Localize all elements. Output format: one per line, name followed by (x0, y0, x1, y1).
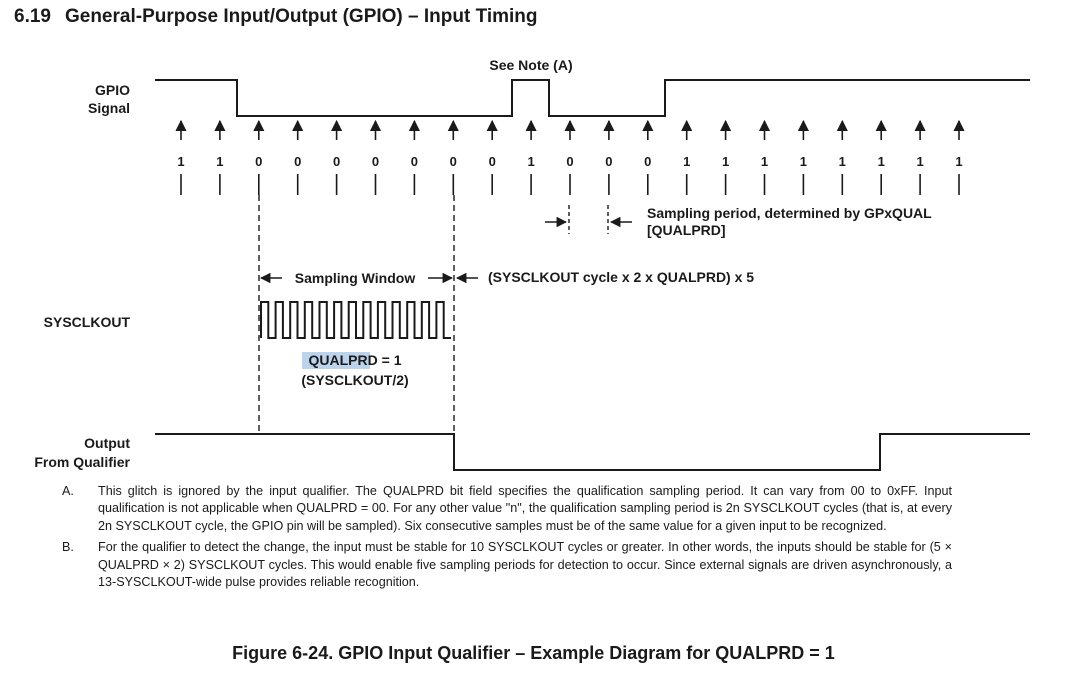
sample-bit: 0 (332, 154, 341, 169)
output-waveform (155, 434, 1030, 470)
note-b-tag: B. (62, 540, 74, 555)
sampling-window-label: Sampling Window (294, 270, 416, 286)
sample-bit: 1 (877, 154, 885, 169)
see-note-label: See Note (A) (489, 57, 573, 73)
sample-bit: 1 (799, 154, 808, 169)
sampling-period-label-line2: [QUALPRD] (647, 222, 726, 238)
note-a-tag: A. (62, 484, 74, 498)
sample-bit: 1 (760, 154, 769, 169)
sample-bit: 1 (955, 154, 963, 169)
section-heading: General-Purpose Input/Output (GPIO) – Input Timing (64, 6, 538, 27)
qualprd-sub-label: (SYSCLKOUT/2) (301, 372, 409, 388)
sample-bit: 0 (255, 154, 263, 169)
sample-bit: 1 (838, 154, 846, 169)
sampling-period-label-line1: Sampling period, determined by GPxQUAL (647, 205, 932, 221)
notes (62, 483, 952, 595)
sample-bit: 1 (721, 154, 730, 169)
qualprd-highlight: QUALPRD (308, 352, 378, 368)
sample-bit: 0 (294, 154, 302, 169)
sample-bit: 0 (449, 154, 457, 169)
sample-bit: 0 (644, 154, 652, 169)
sample-markers (177, 121, 962, 195)
qualprd-equals: = 1 (377, 352, 402, 368)
gpio-waveform (155, 80, 1030, 116)
sysclkout-waveform (261, 302, 451, 338)
sample-bit: 0 (410, 154, 419, 169)
sample-bit: 0 (371, 154, 380, 169)
sample-bit: 1 (177, 154, 185, 169)
sample-bit: 1 (683, 154, 691, 169)
output-label-line2: From Qualifier (34, 454, 130, 470)
sample-bit: 0 (566, 154, 574, 169)
figure-caption: Figure 6-24. GPIO Input Qualifier – Example Diagram for QUALPRD = 1 (232, 643, 835, 663)
note-a (62, 483, 952, 535)
note-b (62, 539, 952, 591)
sample-bit: 1 (916, 154, 924, 169)
sample-bit: 1 (527, 154, 535, 169)
window-formula-label: (SYSCLKOUT cycle x 2 x QUALPRD) x 5 (488, 269, 755, 285)
sysclkout-label: SYSCLKOUT (43, 314, 130, 330)
gpio-label-line1: GPIO (94, 82, 130, 98)
sample-bit: 0 (605, 154, 613, 169)
gpio-label-line2: Signal (87, 100, 130, 116)
section-number: 6.19 (14, 6, 51, 27)
note-b-text: For the qualifier to detect the change, the input must be stable for 10 SYSCLKOUT cycles or greater. In other words, the inputs should be stable for (5 × QUALPRD × 2) SYSCLKOUT cycles. This would enable five sampling periods for detection to occur. Since external signals are driven asynchronously, a 13-SYSCLKOUT-wide pulse provides reliable recognition. (98, 540, 952, 590)
output-label-line1: Output (84, 435, 130, 451)
sample-bit: 1 (216, 154, 224, 169)
note-a-text: This glitch is ignored by the input qualifier. The QUALPRD bit field specifies the qualification sampling period. It can vary from 00 to 0xFF. Input qualification is not applicable when QUALPRD = 00. For any other value "n", the qualification sampling period is 2n SYSCLKOUT cycles (that is, at every 2n SYSCLKOUT cycle, the GPIO pin will be sampled). Six consecutive samples must be of the same value for a given input to be recognized. (98, 484, 952, 533)
qualprd-value-label (309, 352, 402, 368)
sample-bit: 0 (488, 154, 496, 169)
